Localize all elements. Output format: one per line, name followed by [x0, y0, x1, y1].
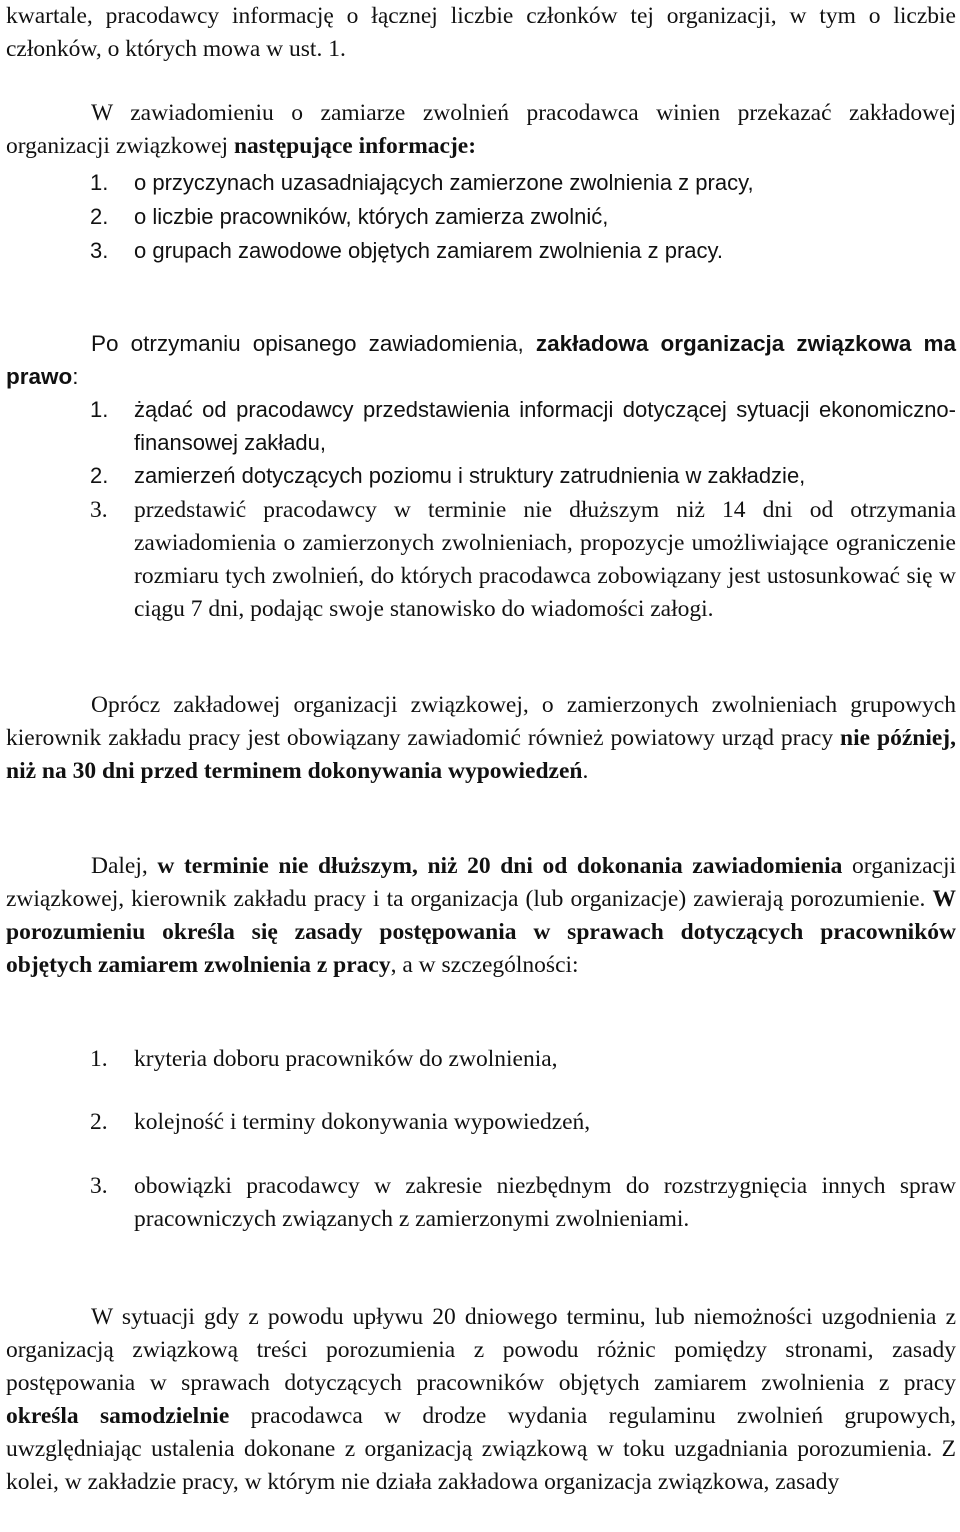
list-number: 3.	[90, 238, 109, 263]
list-number: 3.	[90, 1173, 108, 1199]
list-number: 2.	[90, 463, 109, 488]
rights-text: Po otrzymaniu opisanego zawiadomienia,	[91, 331, 536, 356]
list-text: kryteria doboru pracowników do zwolnienia,	[134, 1046, 558, 1072]
list-item	[0, 1106, 956, 1139]
notice-paragraph	[6, 97, 956, 163]
list-text: obowiązki pracodawcy w zakresie niezbędnym do rozstrzygnięcia innych spraw pracowniczych związanych z zamierzonymi zwolnieniami.	[134, 1173, 956, 1232]
agreement-text-2: organizacji związkowej, kierownik zakładu pracy i ta organizacja (lub organizacje) zawierają porozumienie.	[6, 853, 956, 912]
list-item	[0, 166, 956, 200]
list-item	[0, 1043, 956, 1076]
list-item	[0, 494, 956, 626]
list-item	[0, 1170, 956, 1236]
notice-text: W zawiadomieniu o zamiarze zwolnień pracodawca winien przekazać zakładowej organizacji związkowej	[6, 100, 956, 159]
rights-list-3	[0, 494, 956, 626]
list-text: żądać od pracodawcy przedstawienia informacji dotyczącej sytuacji ekonomiczno-finansowej zakładu,	[134, 397, 956, 455]
list-text: o przyczynach uzasadniających zamierzone zwolnienia z pracy,	[134, 170, 754, 195]
agreement-list-2	[0, 1106, 956, 1139]
agreement-list-1	[0, 1043, 956, 1076]
list-number: 3.	[90, 497, 108, 523]
list-item	[0, 459, 956, 492]
list-item	[0, 393, 956, 459]
notice-list	[0, 166, 956, 268]
final-text-2: pracodawca w drodze wydania regulaminu zwolnień grupowych, uwzględniając ustalenia dokonane z organizacją związkową w toku uzgadniania porozumienia. Z kolei, w zakładzie pracy, w którym nie działa zakładowa organizacja związkowa, zasady	[6, 1403, 957, 1495]
final-paragraph	[6, 1301, 956, 1499]
office-bold: nie później, niż na 30 dni przed terminem dokonywania wypowiedzeń	[6, 725, 956, 784]
rights-paragraph	[6, 327, 956, 393]
rights-after: :	[72, 364, 79, 389]
agreement-bold-1: w terminie nie dłuższym, niż 20 dni od dokonania zawiadomienia	[157, 853, 843, 879]
office-after: .	[582, 758, 589, 784]
list-number: 2.	[90, 1109, 108, 1135]
notice-bold: następujące informacje:	[233, 133, 477, 159]
office-text: Oprócz zakładowej organizacji związkowej, o zamierzonych zwolnieniach grupowych kierownik zakładu pracy jest obowiązany zawiadomić również powiatowy urząd pracy	[6, 692, 956, 751]
agreement-text-3: , a w szczególności:	[390, 952, 579, 978]
intro-paragraph	[6, 0, 956, 66]
list-number: 2.	[90, 204, 109, 229]
list-item	[0, 200, 956, 234]
list-text: zamierzeń dotyczących poziomu i struktury zatrudnienia w zakładzie,	[134, 463, 806, 488]
agreement-bold-2: W porozumieniu określa się zasady postępowania w sprawach dotyczących pracowników objętych zamiarem zwolnienia z pracy	[6, 886, 956, 978]
list-text: przedstawić pracodawcy w terminie nie dłuższym niż 14 dni od otrzymania zawiadomienia o zamierzonych zwolnieniach, propozycje umożliwiające ograniczenie rozmiaru tych zwolnień, do których pracodawca zobowiązany jest ustosunkować się w ciągu 7 dni, podając swoje stanowisko do wiadomości załogi.	[134, 497, 956, 622]
list-number: 1.	[90, 397, 109, 422]
office-paragraph	[6, 689, 956, 788]
list-number: 1.	[90, 1046, 108, 1072]
final-bold-1: określa samodzielnie	[6, 1403, 230, 1429]
list-text: o grupach zawodowe objętych zamiarem zwolnienia z pracy.	[134, 238, 723, 263]
intro-text: kwartale, pracodawcy informację o łącznej liczbie członków tej organizacji, w tym o liczbie członków, o których mowa w ust. 1.	[6, 3, 956, 62]
rights-list-2	[0, 459, 956, 492]
rights-list	[0, 393, 956, 459]
rights-bold: zakładowa organizacja związkowa ma prawo	[6, 331, 956, 389]
final-text-1: W sytuacji gdy z powodu upływu 20 dniowego terminu, lub niemożności uzgodnienia z organizacją związkową treści porozumienia z powodu różnic pomiędzy stronami, zasady postępowania w sprawach dotyczących pracowników objętych zamiarem zwolnienia z pracy	[6, 1304, 956, 1396]
list-text: kolejność i terminy dokonywania wypowiedzeń,	[134, 1109, 591, 1135]
list-item	[0, 234, 956, 268]
agreement-text-1: Dalej,	[91, 853, 158, 879]
agreement-paragraph	[6, 850, 956, 982]
agreement-list-3	[0, 1170, 956, 1236]
list-number: 1.	[90, 170, 109, 195]
list-text: o liczbie pracowników, których zamierza zwolnić,	[134, 204, 609, 229]
